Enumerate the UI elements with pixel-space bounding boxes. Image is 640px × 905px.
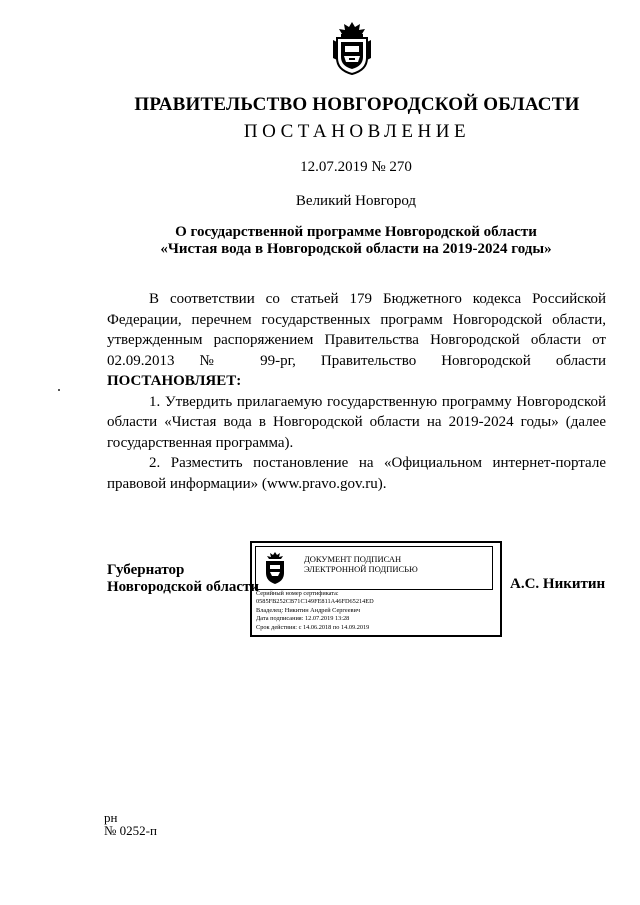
document-subject [0, 224, 640, 258]
preamble-paragraph: В соответствии со статьей 179 Бюджетного кодекса Российской Федерации, перечнем государственных программ Новгородской области, утвержденным распоряжением Правительства Новгородской области от 02.09.2013 № 99-рг, Правительство Новгородской области [107, 291, 606, 369]
signatory-position-line-2: Новгородской области [107, 579, 260, 595]
coat-of-arms-icon [331, 20, 373, 76]
stamp-coat-of-arms-icon [262, 551, 288, 585]
registration-number: № 0252-п [104, 823, 157, 838]
signatory-position [107, 562, 259, 596]
government-title: ПРАВИТЕЛЬСТВО НОВГОРОДСКОЙ ОБЛАСТИ [134, 94, 580, 115]
stamp-title-line-1: ДОКУМЕНТ ПОДПИСАН [304, 554, 402, 564]
subject-line-1: О государственной программе Новгородской области [175, 224, 537, 240]
scan-speck [58, 389, 60, 391]
resolution-item-2: 2. Разместить постановление на «Официальном интернет-портале правовой информации» (www.pravo.gov.ru). [107, 455, 606, 492]
electronic-signature-stamp [250, 541, 502, 637]
stamp-title-line-2: ЭЛЕКТРОННОЙ ПОДПИСЬЮ [304, 564, 418, 574]
stamp-validity: Срок действия: с 14.06.2018 по 14.09.2019 [256, 623, 370, 631]
stamp-cert-number: 0585FB252CB71C149FE811A46FD65214ED [256, 598, 374, 606]
stamp-details [256, 590, 374, 632]
document-body [107, 289, 606, 494]
stamp-owner: Владелец: Никитин Андрей Сергеевич [256, 606, 361, 614]
stamp-cert-label: Серийный номер сертификата: [256, 590, 339, 597]
signatory-name: А.С. Никитин [510, 576, 606, 592]
document-city: Великий Новгород [295, 193, 417, 209]
document-date-number: 12.07.2019 № 270 [300, 159, 412, 175]
stamp-header-frame [255, 546, 493, 590]
signatory-position-line-1: Губернатор [107, 562, 185, 578]
resolves-heading: ПОСТАНОВЛЯЕТ: [107, 373, 242, 389]
document-type: ПОСТАНОВЛЕНИЕ [243, 121, 471, 142]
stamp-signed-date: Дата подписания: 12.07.2019 13:28 [256, 615, 350, 623]
registrar-initials: рн [104, 810, 118, 825]
subject-line-2: «Чистая вода в Новгородской области на 2019-2024 годы» [160, 241, 552, 257]
resolution-item-1: 1. Утвердить прилагаемую государственную программу Новгородской области «Чистая вода в Новгородской области на 2019-2024 годы» (далее государственная программа). [107, 393, 606, 451]
stamp-title [304, 554, 418, 574]
